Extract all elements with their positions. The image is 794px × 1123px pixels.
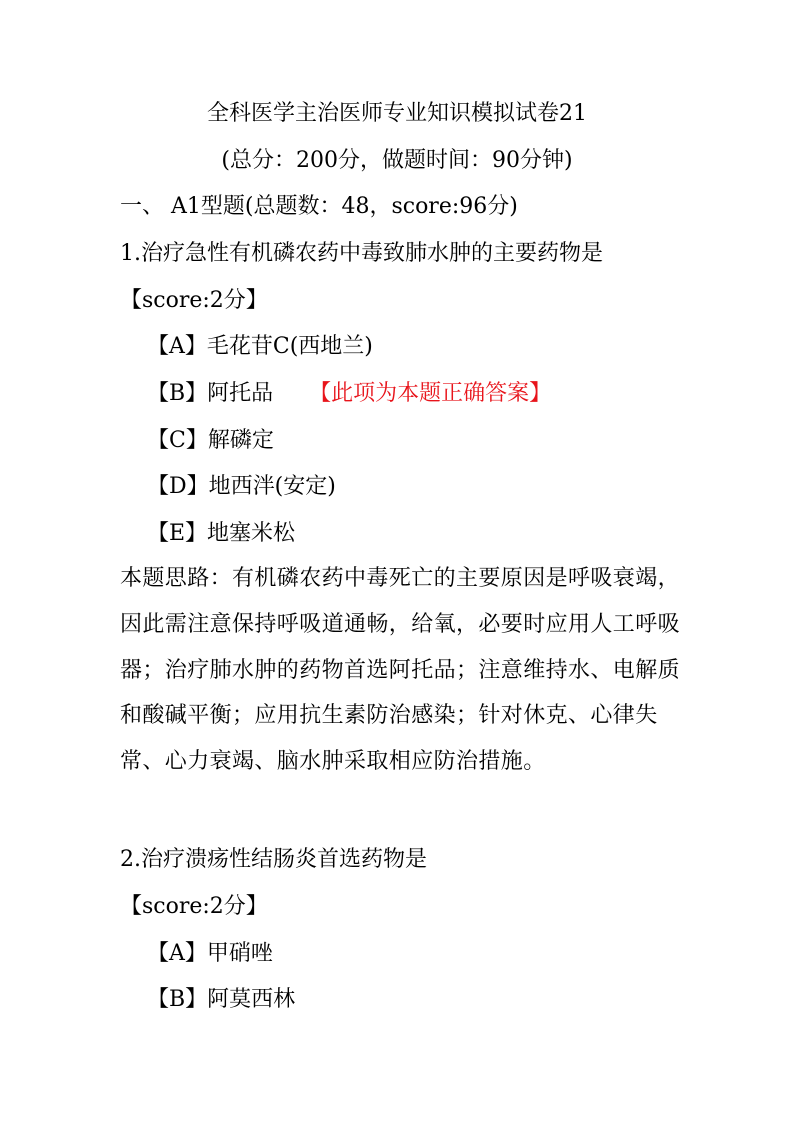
question-1-score: 【score:2分】 — [120, 288, 268, 313]
question-2-stem: 2.治疗溃疡性结肠炎首选药物是 — [120, 847, 427, 872]
exam-subtitle: (总分：200分，做题时间：90分钟) — [221, 148, 573, 173]
question-1-option-c: 【C】解磷定 — [147, 428, 274, 453]
section-header: 一、 A1型题(总题数：48，score:96分) — [120, 194, 518, 219]
question-2-option-a: 【A】甲硝唑 — [147, 941, 273, 966]
exam-title: 全科医学主治医师专业知识模拟试卷21 — [207, 101, 587, 126]
question-1-stem: 1.治疗急性有机磷农药中毒致肺水肿的主要药物是 — [120, 241, 603, 266]
question-2-option-b: 【B】阿莫西林 — [147, 987, 296, 1012]
option-b-label: 【B】阿托品 — [147, 381, 274, 406]
question-2-score: 【score:2分】 — [120, 894, 268, 919]
correct-answer-marker: 【此项为本题正确答案】 — [309, 381, 552, 406]
question-1-option-a: 【A】毛花苷C(西地兰) — [147, 334, 373, 359]
question-1-option-b — [147, 380, 551, 408]
question-1-option-e: 【E】地塞米松 — [147, 521, 296, 546]
question-1-option-d: 【D】地西泮(安定) — [147, 474, 336, 499]
question-1-explanation: 本题思路：有机磷农药中毒死亡的主要原因是呼吸衰竭，因此需注意保持呼吸道通畅，给氧，必要时应用人工呼吸器；治疗肺水肿的药物首选阿托品；注意维持水、电解质和酸碱平衡；应用抗生素防治感染；针对休克、心律失常、心力衰竭、脑水肿采取相应防治措施。 — [120, 566, 681, 775]
